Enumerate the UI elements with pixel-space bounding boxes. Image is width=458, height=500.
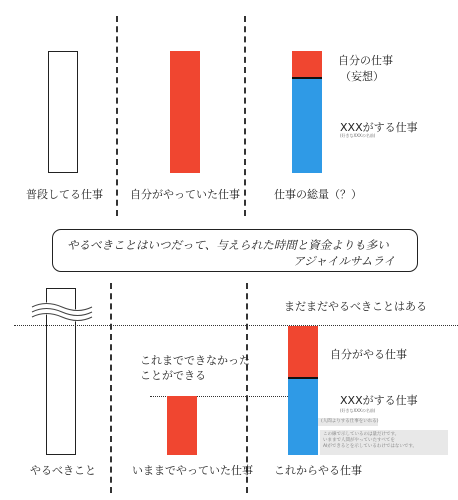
from-now-self-segment [288,326,318,378]
banner-line1: やるべきことはいつだって、与えられた時間と資金よりも多い [67,238,389,252]
self-do-label: 自分がやる仕事 [330,348,407,361]
self-work-sub: （妄想） [340,70,384,83]
top-divider-left [116,16,118,216]
normal-work-label: 普段してる仕事 [26,188,103,201]
quote-banner [52,229,418,272]
top-divider-right [244,16,246,216]
disclaimer-note [320,430,448,455]
doing-now-label: いままでやっていた仕事 [132,464,253,477]
doing-now-bar [167,396,197,455]
top-dotted-line [14,325,458,326]
normal-work-bar [48,51,78,173]
xxx-do-label: XXXがする仕事 [340,394,418,407]
total-xxx-segment [292,79,322,173]
from-now-xxx-segment [288,379,318,455]
new-ability-line1: これまでできなかった [140,354,250,367]
did-work-label: 自分がやっていた仕事 [130,188,240,201]
from-now-label: これからやる仕事 [274,464,362,477]
note-line3: AIができるとを示しているわけではないです。 [323,444,418,449]
should-do-label: やるべきこと [30,464,96,477]
note-line2: いままで人間がやっていたすべてを [323,438,395,443]
bottom-divider-left [110,283,112,493]
self-work-label: 自分の仕事 [338,54,393,67]
did-work-bar [170,51,200,173]
wavy-break-icon [30,301,94,323]
note-line1: この線で示しているのは量だけです。 [323,432,400,437]
xxx-work-small: (好きなXXXの名前) [340,133,376,138]
banner-line2: アジャイルサムライ [293,254,395,268]
new-ability-line2: ことができる [140,369,206,382]
total-self-segment [292,51,322,78]
total-label: 仕事の総量（？） [274,188,362,201]
note-title: (人間よりする仕事をいれる) [318,418,378,426]
xxx-do-small: (好きなXXXの名前) [340,408,376,413]
xxx-work-label: XXXがする仕事 [340,121,418,134]
still-more-label: まだまだやるべきことはある [284,300,427,313]
